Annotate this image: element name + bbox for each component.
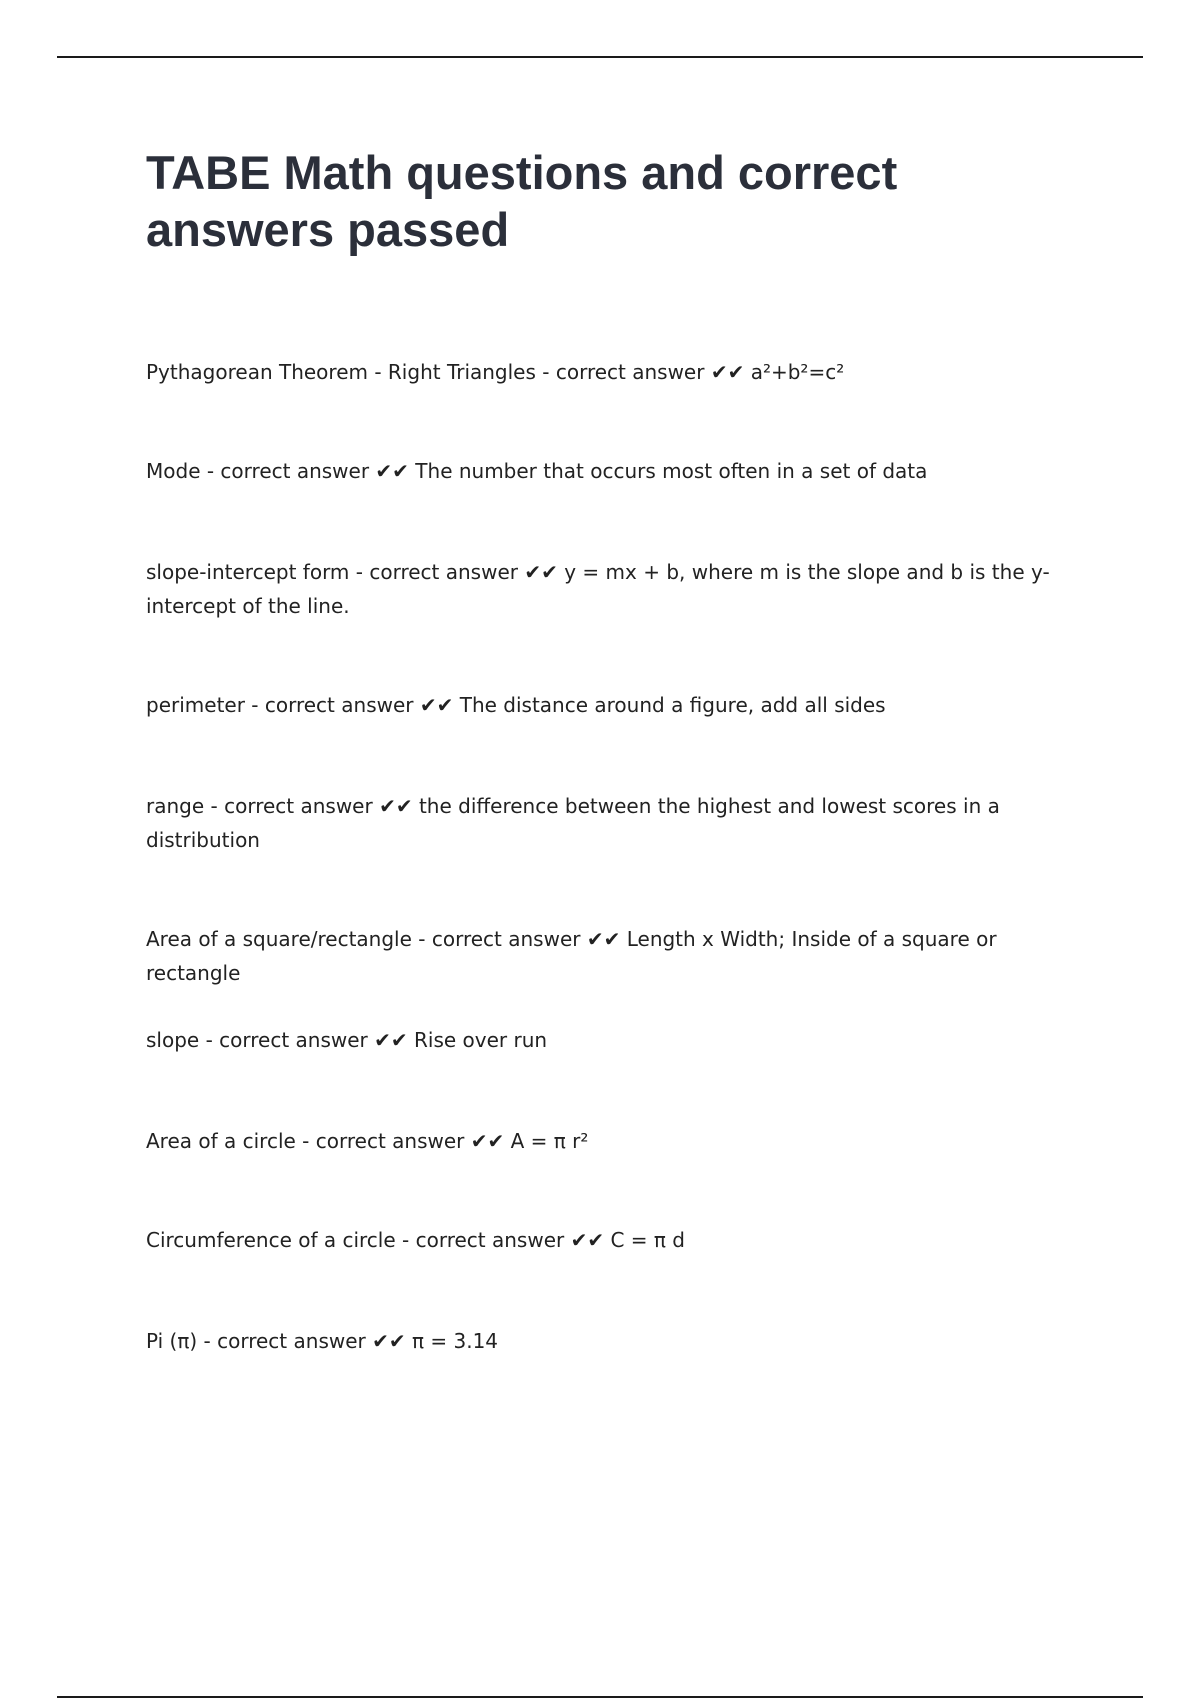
- qa-answer: Length x Width; Inside of a square or rectangle: [146, 927, 997, 985]
- qa-term: Pythagorean Theorem - Right Triangles: [146, 360, 536, 384]
- qa-term: Pi (π): [146, 1329, 198, 1353]
- qa-answer: The distance around a figure, add all sides: [459, 693, 886, 717]
- qa-item-pi: [146, 1324, 1096, 1358]
- qa-separator: - correct answer ✔✔: [411, 927, 627, 951]
- qa-item-slope: [146, 1023, 1096, 1057]
- qa-separator: - correct answer ✔✔: [349, 560, 565, 584]
- qa-separator: - correct answer ✔✔: [535, 360, 751, 384]
- qa-answer: The number that occurs most often in a set of data: [415, 459, 928, 483]
- qa-term: Area of a circle: [146, 1129, 296, 1153]
- qa-answer: π = 3.14: [411, 1329, 499, 1353]
- qa-answer: C = π d: [610, 1228, 685, 1252]
- top-divider: [57, 56, 1143, 58]
- qa-item-slope-intercept-form: [146, 555, 1096, 623]
- qa-item-range: [146, 789, 1096, 857]
- bottom-divider: [57, 1696, 1143, 1698]
- qa-separator: - correct answer ✔✔: [295, 1129, 511, 1153]
- qa-item-mode: [146, 454, 1096, 488]
- qa-answer: Rise over run: [414, 1028, 548, 1052]
- document-title: TABE Math questions and correct answers passed: [146, 146, 898, 256]
- qa-answer: y = mx + b, where m is the slope and b is the y-intercept of the line.: [146, 560, 1050, 618]
- qa-term: range: [146, 794, 205, 818]
- qa-item-pythagorean-theorem: [146, 355, 1096, 389]
- qa-separator: - correct answer ✔✔: [244, 693, 460, 717]
- qa-answer: a²+b²=c²: [750, 360, 845, 384]
- qa-separator: - correct answer ✔✔: [199, 1028, 415, 1052]
- qa-separator: - correct answer ✔✔: [200, 459, 416, 483]
- qa-term: Circumference of a circle: [146, 1228, 396, 1252]
- qa-term: slope: [146, 1028, 200, 1052]
- qa-separator: - correct answer ✔✔: [197, 1329, 412, 1353]
- qa-term: slope-intercept form: [146, 560, 350, 584]
- qa-term: Area of a square/rectangle: [146, 927, 412, 951]
- qa-answer: A = π r²: [510, 1129, 589, 1153]
- qa-item-area-square-rectangle: [146, 922, 1096, 990]
- qa-item-perimeter: [146, 688, 1096, 722]
- qa-answer: the difference between the highest and lowest scores in a distribution: [146, 794, 1000, 852]
- qa-separator: - correct answer ✔✔: [395, 1228, 611, 1252]
- qa-term: perimeter: [146, 693, 245, 717]
- qa-item-circumference-circle: [146, 1223, 1096, 1257]
- qa-separator: - correct answer ✔✔: [204, 794, 419, 818]
- qa-term: Mode: [146, 459, 201, 483]
- qa-item-area-circle: [146, 1124, 1096, 1158]
